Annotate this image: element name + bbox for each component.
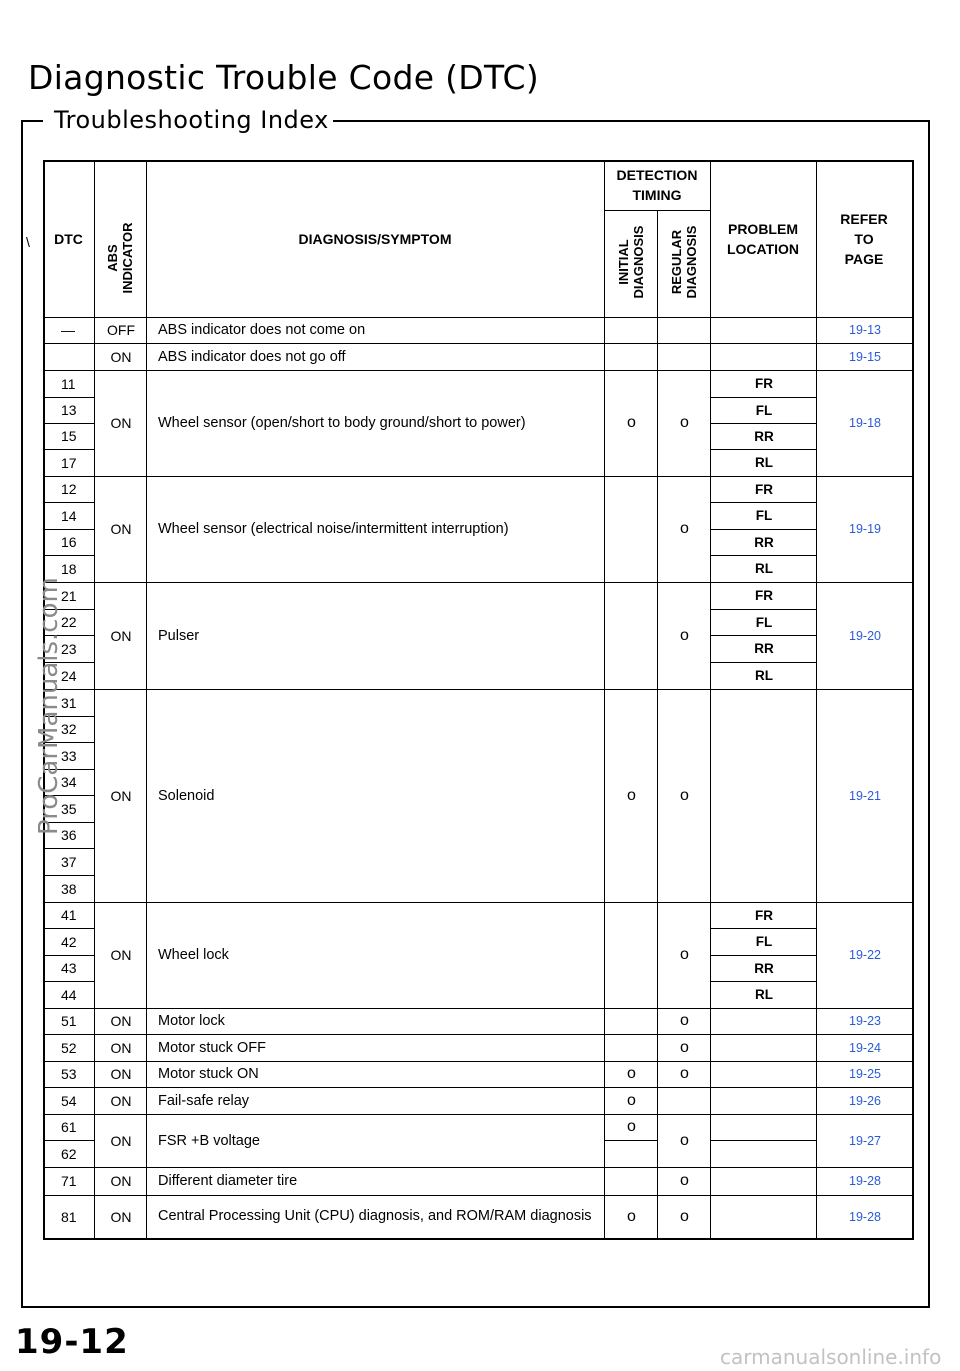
indicator-cell: ON <box>110 348 132 365</box>
problem-location-cell <box>711 689 817 902</box>
initial-diagnosis-cell: o <box>627 1065 636 1082</box>
regular-diagnosis-cell: o <box>680 1038 689 1056</box>
regular-diagnosis-cell: o <box>680 946 689 963</box>
dtc-cell: 36 <box>61 827 77 843</box>
dtc-cell: 12 <box>61 481 77 497</box>
dtc-cell: 13 <box>61 402 77 418</box>
regular-diagnosis-cell: o <box>680 1065 689 1082</box>
header-refer-page: REFER TO PAGE <box>840 210 888 267</box>
regular-diagnosis-cell <box>658 1087 711 1114</box>
header-detection-timing: DETECTION TIMING <box>616 167 698 203</box>
problem-location-cell <box>711 343 817 370</box>
page-number: 19-12 <box>15 1322 129 1362</box>
dtc-cell: 15 <box>61 428 77 444</box>
problem-location-cell <box>711 1034 817 1061</box>
problem-location-cell: RR <box>754 534 774 550</box>
dtc-cell: 51 <box>61 1013 77 1029</box>
diagnosis-cell: ABS indicator does not come on <box>158 322 366 338</box>
regular-diagnosis-cell: o <box>680 1131 689 1149</box>
dtc-cell: 81 <box>61 1208 77 1225</box>
diagnosis-cell: FSR +B voltage <box>158 1132 260 1149</box>
problem-location-cell: FR <box>755 376 773 391</box>
problem-location-cell: FL <box>755 508 773 523</box>
dtc-cell: 34 <box>61 774 77 790</box>
refer-page-cell: 19-19 <box>849 522 881 536</box>
page-title: Diagnostic Trouble Code (DTC) <box>28 58 540 97</box>
refer-page-cell: 19-22 <box>849 948 881 962</box>
diagnosis-cell: Motor stuck ON <box>158 1066 259 1082</box>
dtc-cell: 11 <box>61 375 76 392</box>
refer-page-cell: 19-23 <box>849 1014 881 1028</box>
problem-location-cell <box>711 317 817 343</box>
stray-mark: \ <box>26 234 30 250</box>
dtc-cell: 22 <box>61 614 77 630</box>
dtc-cell: 71 <box>61 1173 77 1189</box>
header-abs-indicator: ABS INDICATOR <box>105 222 135 294</box>
refer-page-cell: 19-27 <box>849 1133 881 1148</box>
problem-location-cell <box>711 1061 817 1087</box>
problem-location-cell: FR <box>755 481 773 497</box>
dtc-cell: 35 <box>61 800 77 817</box>
problem-location-cell: RL <box>755 668 773 683</box>
indicator-cell: ON <box>110 1173 132 1189</box>
refer-page-cell: 19-28 <box>849 1209 881 1224</box>
dtc-cell: 44 <box>61 986 77 1003</box>
regular-diagnosis-cell: o <box>680 1207 689 1225</box>
diagnosis-cell: Different diameter tire <box>158 1173 298 1189</box>
diagnosis-cell: Solenoid <box>158 787 215 804</box>
regular-diagnosis-cell: o <box>680 520 689 537</box>
problem-location-cell <box>711 1114 817 1140</box>
indicator-cell: ON <box>110 415 132 431</box>
indicator-cell: ON <box>110 1208 132 1225</box>
problem-location-cell: RL <box>755 561 773 576</box>
problem-location-cell <box>711 1167 817 1195</box>
diagnosis-cell: Motor lock <box>158 1013 225 1029</box>
refer-page-cell: 19-24 <box>849 1040 881 1055</box>
indicator-cell: ON <box>110 1092 132 1109</box>
problem-location-cell: RR <box>754 428 774 444</box>
timing-divider <box>604 210 710 211</box>
initial-diagnosis-cell <box>605 1008 658 1034</box>
dtc-cell: 43 <box>61 960 77 976</box>
dtc-cell: 38 <box>61 880 77 897</box>
regular-diagnosis-cell: o <box>680 414 689 431</box>
regular-diagnosis-cell: o <box>680 786 689 804</box>
watermark-text: ProCarManuals.com <box>34 577 64 835</box>
initial-diagnosis-cell: o <box>627 414 636 431</box>
refer-page-cell: 19-15 <box>849 349 881 364</box>
indicator-cell: ON <box>110 521 132 537</box>
refer-page-cell: 19-20 <box>849 628 881 643</box>
diagnosis-cell: Wheel sensor (electrical noise/intermittent interruption) <box>158 521 509 537</box>
indicator-cell: ON <box>110 1132 132 1149</box>
initial-diagnosis-cell <box>605 317 658 343</box>
regular-diagnosis-cell: o <box>680 1172 689 1189</box>
problem-location-cell: FL <box>755 614 773 630</box>
dtc-cell <box>44 343 95 370</box>
regular-diagnosis-cell: o <box>680 1012 689 1029</box>
dtc-cell: 32 <box>61 721 77 737</box>
problem-location-cell: RR <box>754 641 774 656</box>
problem-location-cell: RL <box>755 455 773 470</box>
indicator-cell: ON <box>110 787 132 804</box>
dtc-cell: 62 <box>61 1145 77 1162</box>
problem-location-cell: RR <box>754 960 774 976</box>
problem-location-cell <box>711 1087 817 1114</box>
table-border-bottom <box>43 1238 914 1240</box>
initial-diagnosis-cell <box>605 902 658 1008</box>
footer-watermark: carmanualsonline.info <box>720 1345 942 1369</box>
problem-location-cell <box>711 1140 817 1167</box>
header-initial-diagnosis: INITIAL DIAGNOSIS <box>615 225 646 299</box>
initial-diagnosis-cell <box>605 1034 658 1061</box>
dtc-cell: 52 <box>61 1039 77 1056</box>
dtc-cell: 16 <box>61 534 77 550</box>
dtc-cell: 54 <box>61 1092 77 1109</box>
refer-page-cell: 19-13 <box>849 323 881 337</box>
header-diagnosis: DIAGNOSIS/SYMPTOM <box>298 230 452 247</box>
indicator-cell: ON <box>110 1013 132 1029</box>
refer-page-cell: 19-25 <box>849 1067 881 1081</box>
refer-page-cell: 19-21 <box>849 788 881 803</box>
problem-location-cell: FR <box>755 907 773 923</box>
diagnosis-cell: Wheel lock <box>158 947 229 963</box>
initial-diagnosis-cell: o <box>627 1207 636 1225</box>
regular-diagnosis-cell: o <box>680 626 689 644</box>
indicator-cell: ON <box>110 1066 132 1082</box>
refer-page-cell: 19-18 <box>849 416 881 430</box>
problem-location-cell <box>711 1008 817 1034</box>
diagnosis-cell: Fail-safe relay <box>158 1092 250 1109</box>
indicator-cell: ON <box>110 627 132 644</box>
dtc-cell: 41 <box>61 907 77 923</box>
dtc-cell: 14 <box>61 507 77 524</box>
initial-diagnosis-cell <box>605 582 658 689</box>
dtc-cell: — <box>61 322 75 338</box>
dtc-cell: 42 <box>61 933 77 950</box>
regular-diagnosis-cell <box>658 343 711 370</box>
dtc-cell: 53 <box>61 1066 77 1082</box>
header-problem-location: PROBLEM LOCATION <box>726 220 800 257</box>
header-dtc: DTC <box>54 230 83 247</box>
dtc-cell: 23 <box>61 640 77 657</box>
dtc-cell: 31 <box>61 694 77 711</box>
dtc-cell: 37 <box>61 853 77 870</box>
diagnosis-cell: Wheel sensor (open/short to body ground/short to power) <box>158 415 526 431</box>
problem-location-cell: RL <box>755 987 773 1002</box>
initial-diagnosis-cell: o <box>627 1091 636 1109</box>
initial-diagnosis-cell: o <box>627 786 636 804</box>
refer-page-cell: 19-28 <box>849 1174 881 1188</box>
dtc-cell: 17 <box>61 454 77 471</box>
dtc-cell: 61 <box>61 1119 77 1135</box>
diagnosis-cell: Central Processing Unit (CPU) diagnosis, and ROM/RAM diagnosis <box>158 1208 592 1224</box>
dtc-cell: 24 <box>61 667 77 684</box>
indicator-cell: OFF <box>107 322 135 338</box>
header-regular-diagnosis: REGULAR DIAGNOSIS <box>668 225 699 299</box>
diagnosis-cell: ABS indicator does not go off <box>158 348 346 365</box>
problem-location-cell: FL <box>755 934 773 949</box>
initial-diagnosis-cell <box>605 343 658 370</box>
dtc-cell: 21 <box>61 587 77 604</box>
refer-page-cell: 19-26 <box>849 1093 881 1108</box>
initial-diagnosis-cell <box>605 1140 658 1167</box>
initial-diagnosis-cell <box>605 476 658 582</box>
problem-location-cell: FR <box>755 588 773 603</box>
problem-location-cell <box>711 1195 817 1238</box>
indicator-cell: ON <box>110 947 132 963</box>
regular-diagnosis-cell <box>658 317 711 343</box>
dtc-cell: 18 <box>61 560 77 577</box>
initial-diagnosis-cell: o <box>627 1118 636 1135</box>
diagnosis-cell: Motor stuck OFF <box>158 1039 266 1056</box>
diagnosis-cell: Pulser <box>158 627 200 644</box>
dtc-cell: 33 <box>61 747 77 764</box>
problem-location-cell: FL <box>755 402 773 418</box>
section-subtitle: Troubleshooting Index <box>50 106 333 134</box>
indicator-cell: ON <box>110 1039 132 1056</box>
initial-diagnosis-cell <box>605 1167 658 1195</box>
